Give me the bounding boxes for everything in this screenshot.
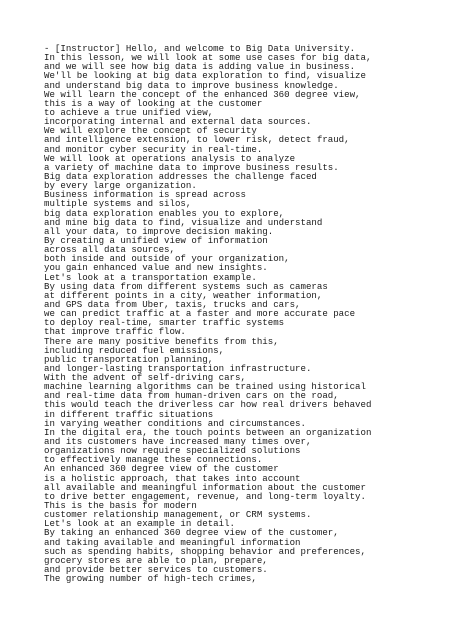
- transcript-line: Business information is spread across: [44, 189, 246, 201]
- transcript-line: and taking available and meaningful information: [44, 536, 301, 548]
- transcript-line: that improve traffic flow.: [44, 326, 186, 338]
- transcript-line: The growing number of high-tech crimes,: [44, 573, 257, 585]
- transcript-line: to effectively manage these connections.: [44, 454, 263, 466]
- transcript-line: With the advent of self-driving cars,: [44, 372, 246, 384]
- transcript-line: - [Instructor] Hello, and welcome to Big Data University.: [44, 43, 356, 54]
- transcript-line: and longer-lasting transportation infrastructure.: [44, 362, 312, 374]
- transcript-line: We will explore the concept of security: [44, 125, 257, 137]
- transcript-line: at different points in a city, weather information,: [44, 289, 323, 301]
- transcript-line: across all data sources,: [44, 244, 175, 256]
- transcript-line: In the digital era, the touch points between an organization: [44, 426, 372, 438]
- transcript-line: and GPS data from Uber, taxis, trucks and cars,: [44, 298, 301, 310]
- transcript-line: We'll be looking at big data exploration to find, visualize: [44, 70, 366, 82]
- transcript-line: There are many positive benefits from this,: [44, 335, 279, 347]
- transcript-line: this is a way of looking at the customer: [44, 97, 263, 109]
- transcript-line: An enhanced 360 degree view of the customer: [44, 463, 279, 475]
- transcript-line: By creating a unified view of information: [44, 234, 268, 246]
- transcript-line: to drive better engagement, revenue, and long-term loyalty.: [44, 490, 366, 502]
- transcript-line: By taking an enhanced 360 degree view of the customer,: [44, 527, 339, 539]
- transcript-line: We will learn the concept of the enhanced 360 degree view,: [44, 88, 361, 100]
- transcript-line: Big data exploration addresses the challenge faced: [44, 170, 317, 182]
- transcript-line: is a holistic approach, that takes into account: [44, 472, 301, 484]
- transcript-line: and intelligence extension, to lower risk, detect fraud,: [44, 134, 350, 146]
- transcript-line: customer relationship management, or CRM systems.: [44, 509, 312, 521]
- transcript-line: By using data from different systems such as cameras: [44, 280, 328, 292]
- transcript-line: by every large organization.: [44, 180, 197, 192]
- transcript-line: Let's look at an example in detail.: [44, 518, 235, 530]
- transcript-line: incorporating internal and external data sources.: [44, 116, 312, 128]
- transcript-line: and understand big data to improve business knowledge.: [44, 79, 339, 91]
- transcript-line: grocery stores are able to plan, prepare,: [44, 554, 268, 566]
- transcript-line: We will look at operations analysis to analyze: [44, 152, 296, 164]
- transcript-line: in different traffic situations: [44, 408, 214, 420]
- transcript-line: multiple systems and silos,: [44, 198, 192, 210]
- transcript-line: and monitor cyber security in real-time.: [44, 143, 263, 155]
- transcript-line: and mine big data to find, visualize and understand: [44, 216, 323, 228]
- transcript-line: a variety of machine data to improve business results.: [44, 161, 339, 173]
- transcript-line: machine learning algorithms can be trained using historical: [44, 381, 366, 393]
- transcript-text: [44, 44, 464, 583]
- transcript-line: to achieve a true unified view,: [44, 106, 214, 118]
- transcript-line: and its customers have increased many times over,: [44, 436, 312, 448]
- transcript-line: Let's look at a transportation example.: [44, 271, 257, 283]
- transcript-line: This is the basis for modern: [44, 500, 197, 512]
- transcript-line: organizations now require specialized solutions: [44, 445, 301, 457]
- transcript-line: and we will see how big data is adding value in business.: [44, 61, 356, 73]
- transcript-line: public transportation planning,: [44, 353, 214, 365]
- transcript-line: all your data, to improve decision making.: [44, 225, 274, 237]
- transcript-line: this would teach the driverless car how real drivers behaved: [44, 399, 372, 411]
- transcript-line: in varying weather conditions and circumstances.: [44, 417, 306, 429]
- transcript-line: to deploy real-time, smarter traffic systems: [44, 317, 285, 329]
- transcript-line: you gain enhanced value and new insights.: [44, 262, 268, 274]
- transcript-line: and provide better services to customers.: [44, 564, 268, 576]
- transcript-line: including reduced fuel emissions,: [44, 344, 225, 356]
- transcript-line: and real-time data from human-driven cars on the road,: [44, 390, 339, 402]
- transcript-line: In this lesson, we will look at some use cases for big data,: [44, 52, 372, 64]
- transcript-line: such as spending habits, shopping behavior and preferences,: [44, 545, 366, 557]
- transcript-line: big data exploration enables you to explore,: [44, 207, 285, 219]
- transcript-line: we can predict traffic at a faster and more accurate pace: [44, 308, 356, 320]
- transcript-line: all available and meaningful information about the customer: [44, 481, 366, 493]
- transcript-line: both inside and outside of your organization,: [44, 253, 290, 265]
